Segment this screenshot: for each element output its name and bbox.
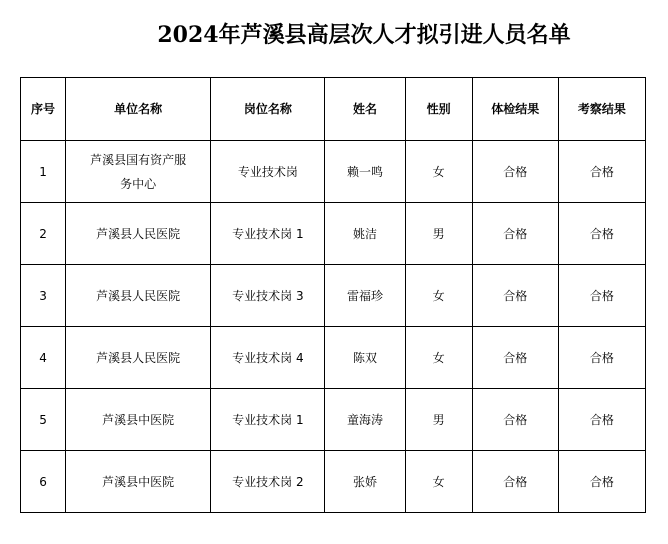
cell-name: 赖一鸣	[325, 141, 405, 203]
page-title: 2024年芦溪县高层次人才拟引进人员名单	[157, 22, 571, 48]
cell-position: 专业技术岗	[211, 141, 325, 203]
cell-name: 雷福珍	[325, 265, 405, 327]
cell-position: 专业技术岗 2	[211, 451, 325, 513]
cell-no: 6	[21, 451, 66, 513]
cell-name: 童海涛	[325, 389, 405, 451]
cell-check-result: 合格	[558, 141, 645, 203]
cell-unit: 芦溪县中医院	[66, 451, 211, 513]
cell-check-result: 合格	[558, 327, 645, 389]
table-row	[21, 203, 646, 265]
table-header-row	[21, 78, 646, 141]
cell-exam-result: 合格	[472, 451, 558, 513]
table-row	[21, 451, 646, 513]
header-check-result: 考察结果	[558, 78, 645, 141]
cell-exam-result: 合格	[472, 327, 558, 389]
cell-sex: 男	[405, 389, 472, 451]
cell-position: 专业技术岗 3	[211, 265, 325, 327]
header-unit: 单位名称	[66, 78, 211, 141]
table-row	[21, 141, 646, 203]
cell-exam-result: 合格	[472, 265, 558, 327]
cell-name: 张娇	[325, 451, 405, 513]
cell-check-result: 合格	[558, 265, 645, 327]
cell-no: 3	[21, 265, 66, 327]
cell-position: 专业技术岗 1	[211, 203, 325, 265]
cell-exam-result: 合格	[472, 203, 558, 265]
cell-no: 5	[21, 389, 66, 451]
cell-exam-result: 合格	[472, 141, 558, 203]
cell-unit-text: 芦溪县国有资产服务中心	[90, 152, 187, 191]
cell-name: 陈双	[325, 327, 405, 389]
cell-name: 姚洁	[325, 203, 405, 265]
cell-unit: 芦溪县人民医院	[66, 327, 211, 389]
header-exam-result: 体检结果	[472, 78, 558, 141]
cell-check-result: 合格	[558, 451, 645, 513]
cell-sex: 女	[405, 265, 472, 327]
cell-unit: 芦溪县人民医院	[66, 203, 211, 265]
header-name: 姓名	[325, 78, 405, 141]
cell-sex: 男	[405, 203, 472, 265]
cell-sex: 女	[405, 327, 472, 389]
header-sex: 性别	[405, 78, 472, 141]
table-row	[21, 265, 646, 327]
cell-no: 4	[21, 327, 66, 389]
cell-position: 专业技术岗 4	[211, 327, 325, 389]
cell-no: 2	[21, 203, 66, 265]
cell-check-result: 合格	[558, 389, 645, 451]
table-row	[21, 327, 646, 389]
cell-unit	[66, 141, 211, 203]
table-row	[21, 389, 646, 451]
header-no: 序号	[21, 78, 66, 141]
cell-check-result: 合格	[558, 203, 645, 265]
cell-exam-result: 合格	[472, 389, 558, 451]
personnel-table	[20, 77, 646, 513]
cell-no: 1	[21, 141, 66, 203]
cell-sex: 女	[405, 451, 472, 513]
cell-unit: 芦溪县中医院	[66, 389, 211, 451]
header-position: 岗位名称	[211, 78, 325, 141]
cell-unit: 芦溪县人民医院	[66, 265, 211, 327]
cell-sex: 女	[405, 141, 472, 203]
cell-position: 专业技术岗 1	[211, 389, 325, 451]
